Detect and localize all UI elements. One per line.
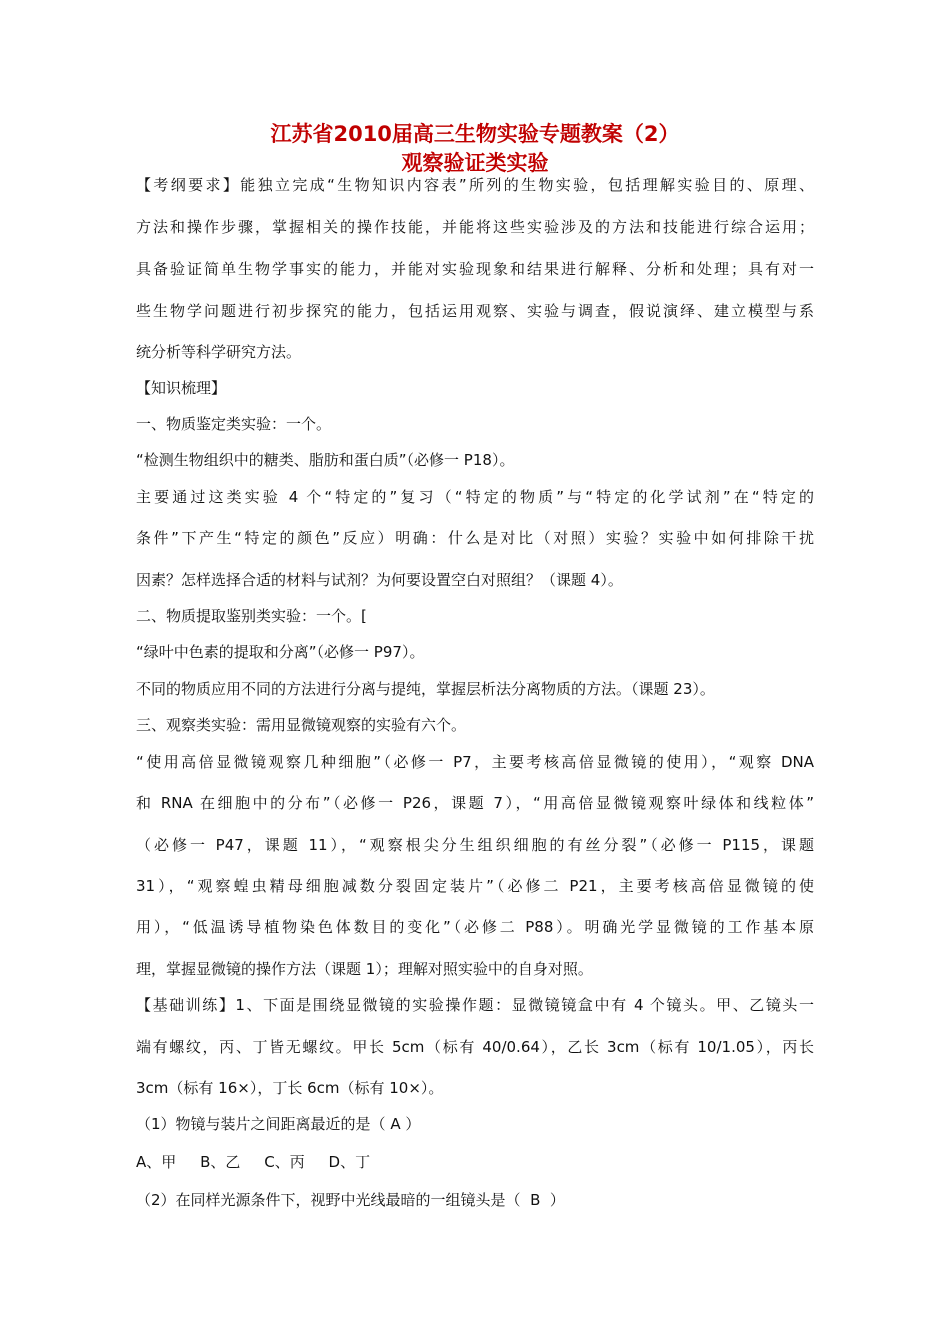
question-line: （2）在同样光源条件下，视野中光线最暗的一组镜头是（ B ）: [136, 1191, 565, 1209]
text-line: 端有螺纹，丙、丁皆无螺纹。甲长 5cm（标有 40/0.64），乙长 3cm（标有 10/1.05），丙长: [136, 1038, 814, 1056]
section-heading: 二、物质提取鉴别类实验：一个。[: [136, 607, 367, 625]
text-line: （必修一 P47，课题 11），“观察根尖分生组织细胞的有丝分裂”（必修一 P115，课题: [136, 836, 814, 854]
text-line: 因素？怎样选择合适的材料与试剂？为何要设置空白对照组？（课题 4）。: [136, 571, 623, 589]
text-line: “检测生物组织中的糖类、脂肪和蛋白质”（必修一 P18）。: [136, 451, 515, 469]
section-heading: 【知识梳理】: [136, 379, 227, 397]
section-heading: 一、物质鉴定类实验：一个。: [136, 415, 332, 433]
text-line: 统分析等科学研究方法。: [136, 343, 302, 361]
text-line: 些生物学问题进行初步探究的能力，包括运用观察、实验与调查，假说演绎、建立模型与系: [136, 302, 814, 320]
text-line: 用），“低温诱导植物染色体数目的变化”（必修二 P88）。明确光学显微镜的工作基本原: [136, 918, 814, 936]
section-heading: 三、观察类实验：需用显微镜观察的实验有六个。: [136, 716, 467, 734]
text-line: 和 RNA 在细胞中的分布”（必修一 P26，课题 7），“用高倍显微镜观察叶绿体和线粒体”: [136, 794, 814, 812]
text-line: 条件”下产生“特定的颜色”反应）明确：什么是对比（对照）实验？实验中如何排除干扰: [136, 529, 814, 547]
text-line: 主要通过这类实验 4 个“特定的”复习（“特定的物质”与“特定的化学试剂”在“特定的: [136, 488, 814, 506]
text-line: 不同的物质应用不同的方法进行分离与提纯，掌握层析法分离物质的方法。（课题 23）。: [136, 680, 715, 698]
answer-options: A、甲 B、乙 C、丙 D、丁: [136, 1153, 371, 1171]
text-line: “绿叶中色素的提取和分离”（必修一 P97）。: [136, 643, 425, 661]
question-line: （1）物镜与装片之间距离最近的是（ A ）: [136, 1115, 421, 1133]
text-line: 具备验证简单生物学事实的能力，并能对实验现象和结果进行解释、分析和处理；具有对一: [136, 260, 814, 278]
text-line: 方法和操作步骤，掌握相关的操作技能，并能将这些实验涉及的方法和技能进行综合运用；: [136, 218, 814, 236]
document-title: 江苏省2010届高三生物实验专题教案（2）: [270, 122, 680, 146]
text-line: 理，掌握显微镜的操作方法（课题 1）；理解对照实验中的自身对照。: [136, 960, 593, 978]
text-line: 31），“观察蝗虫精母细胞减数分裂固定装片”（必修二 P21，主要考核高倍显微镜的使: [136, 877, 814, 895]
text-line: 【基础训练】1、下面是围绕显微镜的实验操作题：显微镜镜盒中有 4 个镜头。甲、乙镜头一: [136, 996, 814, 1014]
text-line: 3cm（标有 16×），丁长 6cm（标有 10×）。: [136, 1079, 444, 1097]
text-line: “使用高倍显微镜观察几种细胞”（必修一 P7，主要考核高倍显微镜的使用），“观察 DNA: [136, 753, 814, 771]
text-line: 【考纲要求】能独立完成“生物知识内容表”所列的生物实验，包括理解实验目的、原理、: [136, 176, 814, 194]
document-subtitle: 观察验证类实验: [401, 151, 549, 175]
